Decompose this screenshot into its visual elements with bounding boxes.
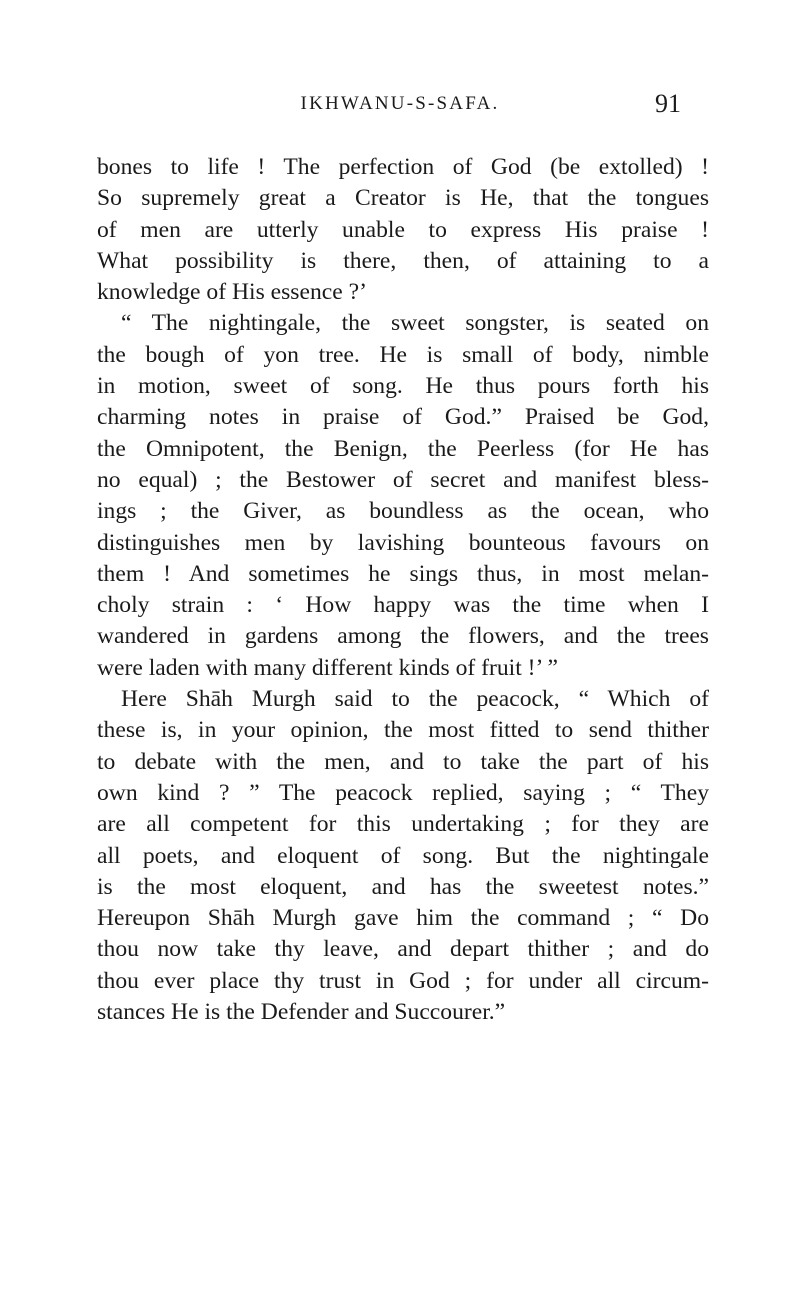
text-line: are all competent for this undertaking ; for they are (97, 811, 709, 838)
text-line: knowledge of His essence ?’ (97, 279, 367, 306)
text-line: the Omnipotent, the Benign, the Peerless (for He has (97, 435, 709, 462)
text-line: these is, in your opinion, the most fitted to send thither (97, 717, 709, 744)
running-head (97, 84, 703, 124)
text-line: wandered in gardens among the flowers, and the trees (97, 623, 709, 650)
text-line: no equal) ; the Bestower of secret and manifest bless- (97, 466, 709, 493)
text-line: thou ever place thy trust in God ; for under all circum- (97, 967, 709, 994)
text-line: of men are utterly unable to express His praise ! (97, 216, 709, 243)
text-line: “ The nightingale, the sweet songster, is seated on (121, 310, 709, 337)
text-line: Hereupon Shāh Murgh gave him the command ; “ Do (97, 905, 709, 932)
text-line: them ! And sometimes he sings thus, in most melan- (97, 560, 709, 587)
text-line: What possibility is there, then, of attaining to a (97, 247, 709, 274)
body-text (97, 152, 709, 1028)
text-line: all poets, and eloquent of song. But the nightingale (97, 842, 709, 869)
text-line: bones to life ! The perfection of God (be extolled) ! (97, 154, 709, 180)
text-line: distinguishes men by lavishing bounteous favours on (97, 529, 709, 556)
text-line: stances He is the Defender and Succourer.” (97, 999, 506, 1026)
text-line: to debate with the men, and to take the part of his (97, 748, 709, 775)
text-line: own kind ? ” The peacock replied, saying ; “ They (97, 779, 709, 806)
running-title: IKHWANU-S-SAFA. (300, 93, 500, 114)
text-line: So supremely great a Creator is He, that the tongues (97, 185, 709, 212)
text-line: choly strain : ‘ How happy was the time when I (97, 592, 709, 619)
text-line: in motion, sweet of song. He thus pours forth his (97, 373, 709, 400)
text-line: thou now take thy leave, and depart thither ; and do (97, 936, 709, 963)
text-line: the bough of yon tree. He is small of body, nimble (97, 341, 709, 368)
text-line: Here Shāh Murgh said to the peacock, “ Which of (121, 686, 709, 713)
page-number: 91 (655, 89, 681, 118)
text-line: charming notes in praise of God.” Praised be God, (97, 404, 709, 431)
text-line: is the most eloquent, and has the sweetest notes.” (97, 873, 709, 900)
text-line: were laden with many different kinds of fruit !’ ” (97, 654, 559, 681)
text-line: ings ; the Giver, as boundless as the ocean, who (97, 498, 709, 525)
